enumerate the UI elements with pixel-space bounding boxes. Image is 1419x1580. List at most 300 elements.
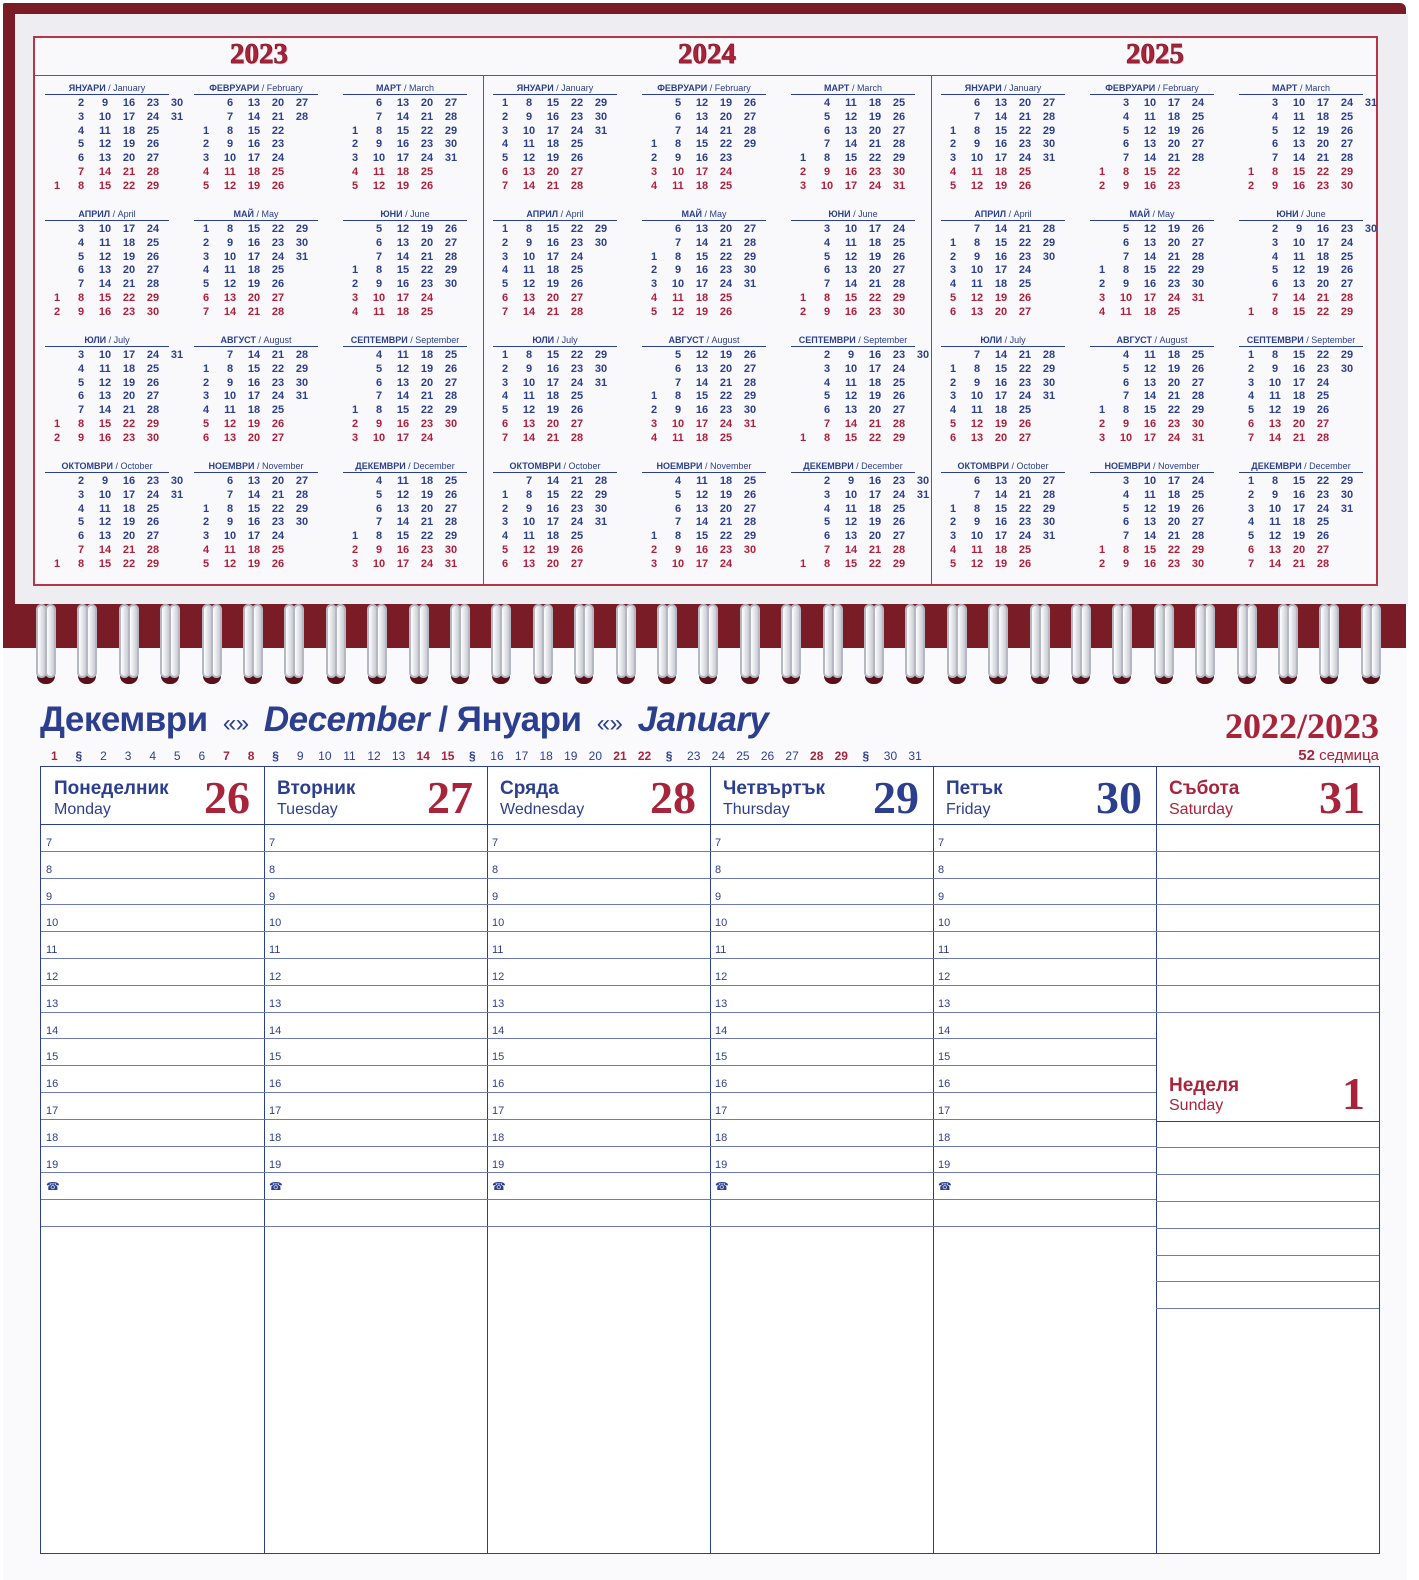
month-day: 26 bbox=[271, 557, 285, 570]
month-day: 7 bbox=[674, 124, 682, 137]
month-day: 28 bbox=[594, 475, 608, 487]
month-day: 29 bbox=[1340, 305, 1354, 318]
month-day: 13 bbox=[1143, 376, 1157, 389]
month-day: 3 bbox=[823, 223, 831, 235]
month-day: 6 bbox=[501, 291, 509, 304]
month-day: 20 bbox=[247, 291, 261, 304]
month-day bbox=[1359, 475, 1383, 489]
month-day: 30 bbox=[444, 278, 458, 291]
year-heading: 2025 bbox=[1126, 38, 1184, 70]
month-day bbox=[45, 152, 69, 166]
month-day bbox=[45, 489, 69, 503]
day-strip-item: § bbox=[75, 749, 83, 763]
month-day bbox=[941, 489, 965, 503]
month-day: 20 bbox=[1167, 236, 1181, 249]
day-name: Вторник bbox=[277, 778, 356, 799]
month-day: 25 bbox=[892, 97, 906, 109]
month-day: 13 bbox=[223, 431, 237, 444]
month-day bbox=[1061, 180, 1085, 194]
month-day: 3 bbox=[351, 431, 359, 444]
month-day: 5 bbox=[949, 179, 957, 192]
month-day: 13 bbox=[1143, 138, 1157, 151]
month-day: 22 bbox=[1316, 349, 1330, 361]
month-day: 6 bbox=[77, 264, 85, 277]
hour-line bbox=[264, 1092, 487, 1093]
month-day bbox=[1359, 237, 1383, 251]
month-day bbox=[314, 306, 338, 320]
month-day: 23 bbox=[1018, 376, 1032, 389]
month-day: 22 bbox=[1018, 362, 1032, 375]
hour-line bbox=[933, 904, 1156, 905]
month-day bbox=[791, 125, 815, 139]
month-day: 13 bbox=[396, 236, 410, 249]
month-day: 27 bbox=[570, 165, 584, 178]
month-day bbox=[762, 418, 786, 432]
month-day: 27 bbox=[570, 417, 584, 430]
month-day bbox=[762, 432, 786, 446]
note-line bbox=[1156, 1255, 1379, 1256]
month-day: 9 bbox=[674, 543, 682, 556]
month-day: 27 bbox=[1191, 376, 1205, 389]
month-days bbox=[642, 97, 766, 194]
month-day: 5 bbox=[1271, 124, 1279, 137]
hour-label: 14 bbox=[492, 1024, 505, 1037]
hour-label: 7 bbox=[492, 837, 499, 849]
month-day: 10 bbox=[1143, 475, 1157, 487]
wire-loop bbox=[335, 604, 346, 678]
hour-label: 12 bbox=[269, 971, 282, 983]
month-day: 20 bbox=[546, 165, 560, 178]
day-strip-item: 22 bbox=[637, 749, 652, 763]
month-block bbox=[45, 208, 169, 320]
month-day: 20 bbox=[1018, 97, 1032, 109]
month-day: 14 bbox=[98, 278, 112, 291]
month-day: 25 bbox=[1018, 165, 1032, 178]
month-day bbox=[1186, 180, 1210, 194]
month-day: 2 bbox=[501, 502, 509, 515]
hour-line bbox=[487, 1038, 710, 1039]
month-day bbox=[343, 516, 367, 530]
month-day bbox=[439, 180, 463, 194]
month-day bbox=[613, 390, 637, 404]
month-day: 11 bbox=[971, 165, 983, 178]
month-day: 25 bbox=[570, 138, 584, 151]
month-block bbox=[1090, 334, 1214, 446]
note-line bbox=[710, 1199, 933, 1200]
month-day: 29 bbox=[743, 250, 757, 263]
month-day: 3 bbox=[949, 152, 957, 165]
month-days bbox=[1090, 475, 1214, 572]
month-day: 21 bbox=[1167, 250, 1181, 263]
month-day: 15 bbox=[994, 124, 1008, 137]
month-day: 17 bbox=[122, 110, 136, 123]
month-day bbox=[791, 138, 815, 152]
month-day: 5 bbox=[501, 404, 509, 417]
month-day: 6 bbox=[1122, 138, 1130, 151]
month-day: 4 bbox=[501, 138, 509, 151]
month-day bbox=[314, 152, 338, 166]
month-day: 2 bbox=[1247, 488, 1255, 501]
month-day: 16 bbox=[1316, 223, 1330, 235]
month-day: 10 bbox=[1292, 97, 1306, 109]
month-day: 1 bbox=[202, 362, 210, 375]
month-name: ЯНУАРИ / January bbox=[45, 82, 169, 95]
hour-label: 9 bbox=[269, 890, 276, 903]
month-day: 1 bbox=[799, 291, 807, 304]
month-day: 24 bbox=[570, 124, 584, 137]
month-day: 5 bbox=[77, 138, 85, 151]
month-day: 29 bbox=[1191, 404, 1205, 417]
month-day bbox=[1090, 237, 1114, 251]
month-day: 16 bbox=[1143, 179, 1157, 192]
month-day: 7 bbox=[375, 250, 383, 263]
wire-loop bbox=[500, 604, 511, 678]
note-line bbox=[41, 1226, 264, 1227]
hour-line bbox=[487, 1092, 710, 1093]
month-day bbox=[165, 306, 189, 320]
month-day: 28 bbox=[295, 110, 309, 123]
month-day bbox=[613, 223, 637, 237]
month-day: 13 bbox=[396, 97, 410, 109]
month-day: 23 bbox=[146, 475, 160, 487]
month-day: 25 bbox=[146, 362, 160, 375]
month-day: 3 bbox=[1247, 502, 1255, 515]
month-day bbox=[642, 97, 666, 111]
month-day bbox=[642, 363, 666, 377]
day-strip-item: § bbox=[469, 749, 476, 763]
month-day bbox=[290, 418, 314, 432]
day-strip-item: 25 bbox=[736, 749, 750, 763]
month-day: 12 bbox=[223, 278, 237, 291]
month-day: 11 bbox=[1269, 390, 1281, 403]
month-day bbox=[1359, 404, 1383, 418]
month-day: 9 bbox=[226, 138, 234, 151]
month-day: 14 bbox=[1143, 390, 1157, 403]
month-day bbox=[314, 558, 338, 572]
day-name: Понеделник bbox=[54, 778, 169, 799]
month-day: 9 bbox=[1122, 278, 1130, 291]
month-day: 9 bbox=[847, 349, 855, 361]
month-day bbox=[1037, 278, 1061, 292]
month-days bbox=[194, 223, 318, 320]
month-day: 15 bbox=[546, 97, 560, 109]
month-day: 23 bbox=[570, 236, 584, 249]
month-day bbox=[194, 489, 218, 503]
month-day: 20 bbox=[1167, 376, 1181, 389]
month-day: 14 bbox=[98, 165, 112, 178]
month-day: 23 bbox=[1167, 278, 1181, 291]
month-day bbox=[1061, 278, 1085, 292]
month-day: 2 bbox=[650, 543, 658, 556]
note-line bbox=[1156, 878, 1379, 879]
month-block bbox=[1090, 208, 1214, 320]
month-day: 11 bbox=[1293, 250, 1305, 263]
hour-label: 8 bbox=[938, 863, 945, 876]
month-day: 3 bbox=[650, 417, 658, 430]
month-day: 12 bbox=[98, 376, 112, 389]
month-day: 18 bbox=[1167, 488, 1181, 501]
hour-label: 12 bbox=[46, 971, 59, 983]
month-day: 1 bbox=[501, 223, 509, 235]
month-day: 20 bbox=[122, 264, 136, 277]
month-day: 17 bbox=[868, 488, 882, 501]
month-day: 15 bbox=[247, 124, 261, 137]
month-day: 18 bbox=[1143, 305, 1157, 318]
month-day bbox=[165, 544, 189, 558]
month-day: 18 bbox=[868, 97, 882, 109]
month-day: 5 bbox=[823, 390, 831, 403]
month-day: 8 bbox=[375, 264, 383, 277]
day-column[interactable] bbox=[41, 767, 265, 1553]
month-day: 22 bbox=[570, 349, 584, 361]
month-day: 24 bbox=[719, 165, 733, 178]
month-day: 3 bbox=[351, 152, 359, 165]
month-day: 22 bbox=[122, 417, 136, 430]
month-days bbox=[343, 223, 467, 320]
note-line bbox=[1156, 1308, 1379, 1309]
month-day: 18 bbox=[695, 431, 709, 444]
note-line bbox=[1156, 985, 1379, 986]
month-day: 28 bbox=[892, 417, 906, 430]
month-day bbox=[1359, 377, 1383, 391]
spiral-ring bbox=[1319, 604, 1338, 680]
day-strip-item: 20 bbox=[588, 749, 603, 763]
month-day bbox=[1090, 516, 1114, 530]
month-day bbox=[791, 377, 815, 391]
day-column[interactable] bbox=[933, 767, 1157, 1553]
hour-line bbox=[933, 1146, 1156, 1147]
month-day: 21 bbox=[570, 475, 584, 487]
month-day bbox=[791, 223, 815, 237]
spiral-ring bbox=[367, 604, 386, 680]
month-day: 27 bbox=[295, 97, 309, 109]
month-name: ЮЛИ / July bbox=[941, 334, 1065, 347]
month-day bbox=[613, 558, 637, 572]
month-day: 16 bbox=[396, 543, 410, 556]
month-day: 13 bbox=[695, 110, 709, 123]
day-name-en: Saturday bbox=[1169, 801, 1234, 818]
month-day: 4 bbox=[1247, 390, 1255, 403]
hour-line bbox=[933, 985, 1156, 986]
month-day: 9 bbox=[1271, 362, 1279, 375]
hour-label: 14 bbox=[269, 1024, 282, 1037]
day-column[interactable] bbox=[710, 767, 934, 1553]
hour-line bbox=[933, 1092, 1156, 1093]
month-block bbox=[941, 82, 1065, 194]
month-day: 1 bbox=[501, 97, 509, 109]
month-day: 20 bbox=[868, 124, 882, 137]
month-day: 21 bbox=[1018, 223, 1032, 235]
month-day: 11 bbox=[971, 543, 983, 556]
month-day: 1 bbox=[53, 179, 61, 192]
month-day: 24 bbox=[1191, 97, 1205, 109]
month-day bbox=[343, 237, 367, 251]
month-day bbox=[165, 180, 189, 194]
month-day: 8 bbox=[1271, 165, 1279, 178]
hour-line bbox=[41, 1119, 264, 1120]
month-day: 18 bbox=[1167, 110, 1181, 123]
hour-label: 9 bbox=[46, 890, 53, 903]
spiral-ring bbox=[533, 604, 552, 680]
month-day bbox=[589, 180, 613, 194]
month-day: 6 bbox=[823, 264, 831, 277]
month-block bbox=[642, 334, 766, 446]
month-day: 25 bbox=[892, 376, 906, 389]
month-day: 29 bbox=[743, 390, 757, 403]
month-day: 2 bbox=[949, 516, 957, 529]
month-day: 31 bbox=[892, 179, 906, 192]
month-day: 17 bbox=[546, 250, 560, 263]
month-day bbox=[762, 152, 786, 166]
month-day: 27 bbox=[892, 530, 906, 543]
month-day: 20 bbox=[420, 236, 434, 249]
month-day: 31 bbox=[1191, 291, 1205, 304]
month-day: 8 bbox=[77, 179, 85, 192]
day-strip-item: 11 bbox=[343, 749, 356, 763]
month-day: 11 bbox=[397, 475, 409, 487]
month-day bbox=[1061, 558, 1085, 572]
month-day: 28 bbox=[146, 278, 160, 291]
day-column[interactable] bbox=[487, 767, 711, 1553]
month-day: 15 bbox=[1292, 165, 1306, 178]
day-name-en: Thursday bbox=[723, 801, 790, 818]
note-line bbox=[933, 1199, 1156, 1200]
month-day bbox=[290, 558, 314, 572]
month-day: 5 bbox=[674, 97, 682, 109]
month-day bbox=[589, 306, 613, 320]
month-day bbox=[314, 264, 338, 278]
month-day: 6 bbox=[202, 291, 210, 304]
month-day: 1 bbox=[351, 404, 359, 417]
month-day: 8 bbox=[973, 502, 981, 515]
note-line bbox=[1156, 1012, 1379, 1013]
month-day: 9 bbox=[1295, 223, 1303, 235]
month-day: 2 bbox=[1098, 278, 1106, 291]
month-block bbox=[493, 208, 617, 320]
month-days bbox=[493, 97, 617, 194]
day-column[interactable] bbox=[264, 767, 488, 1553]
month-day bbox=[613, 503, 637, 517]
month-day bbox=[343, 111, 367, 125]
month-day: 28 bbox=[1316, 557, 1330, 570]
month-day bbox=[343, 363, 367, 377]
month-day: 18 bbox=[247, 543, 261, 556]
month-day: 7 bbox=[1271, 291, 1279, 304]
month-day: 28 bbox=[146, 404, 160, 417]
month-day: 26 bbox=[271, 179, 285, 192]
month-day: 16 bbox=[695, 152, 709, 165]
month-day bbox=[613, 377, 637, 391]
month-day bbox=[762, 237, 786, 251]
month-day: 23 bbox=[122, 431, 136, 444]
month-day: 7 bbox=[501, 179, 509, 192]
month-day: 6 bbox=[375, 236, 383, 249]
month-day bbox=[791, 530, 815, 544]
month-day: 30 bbox=[1340, 179, 1354, 192]
month-day: 4 bbox=[351, 305, 359, 318]
month-day bbox=[194, 475, 218, 489]
month-day: 22 bbox=[1018, 124, 1032, 137]
day-header bbox=[264, 767, 487, 825]
month-day: 26 bbox=[1316, 530, 1330, 543]
month-day: 2 bbox=[1098, 417, 1106, 430]
month-day: 13 bbox=[1143, 236, 1157, 249]
month-day: 28 bbox=[146, 165, 160, 178]
month-day: 15 bbox=[1292, 475, 1306, 487]
month-day: 15 bbox=[546, 488, 560, 501]
month-day bbox=[1210, 138, 1234, 152]
month-day: 12 bbox=[671, 305, 685, 318]
spiral-ring bbox=[1278, 604, 1297, 680]
spiral-ring bbox=[1112, 604, 1131, 680]
month-day: 25 bbox=[1018, 543, 1032, 556]
month-block bbox=[194, 334, 318, 446]
month-day: 12 bbox=[695, 488, 709, 501]
month-day: 19 bbox=[1292, 404, 1306, 417]
month-day bbox=[1061, 404, 1085, 418]
month-day: 26 bbox=[444, 223, 458, 235]
month-day: 16 bbox=[695, 264, 709, 277]
day-strip-item: 10 bbox=[318, 749, 332, 763]
hour-line bbox=[710, 904, 933, 905]
month-day: 22 bbox=[1167, 404, 1181, 417]
month-day: 31 bbox=[1364, 97, 1378, 109]
month-day: 27 bbox=[1018, 431, 1032, 444]
month-day: 26 bbox=[743, 488, 757, 501]
month-day: 1 bbox=[202, 124, 210, 137]
hour-label: 8 bbox=[269, 863, 276, 876]
month-day: 29 bbox=[146, 291, 160, 304]
month-day: 12 bbox=[98, 516, 112, 529]
month-day bbox=[613, 544, 637, 558]
day-strip-item: 1 bbox=[50, 749, 58, 763]
month-day: 6 bbox=[375, 97, 383, 109]
month-day bbox=[613, 363, 637, 377]
month-day bbox=[762, 390, 786, 404]
month-days bbox=[1090, 97, 1214, 194]
month-day: 18 bbox=[546, 264, 560, 277]
month-day: 25 bbox=[719, 431, 733, 444]
month-day: 1 bbox=[650, 530, 658, 543]
day-column[interactable] bbox=[1156, 767, 1379, 1553]
month-day: 9 bbox=[1271, 488, 1279, 501]
month-day: 4 bbox=[202, 165, 210, 178]
month-name: МАЙ / May bbox=[194, 208, 318, 221]
month-day: 18 bbox=[1316, 110, 1330, 123]
month-day: 2 bbox=[799, 165, 807, 178]
month-day: 17 bbox=[247, 390, 261, 403]
month-day: 16 bbox=[122, 475, 136, 487]
month-day: 9 bbox=[226, 516, 234, 529]
month-day bbox=[642, 111, 666, 125]
spiral-ring bbox=[1361, 604, 1380, 680]
month-day: 10 bbox=[970, 530, 984, 543]
month-days bbox=[493, 223, 617, 320]
month-day bbox=[762, 530, 786, 544]
month-day: 5 bbox=[1122, 223, 1130, 235]
month-name: ЮЛИ / July bbox=[45, 334, 169, 347]
month-day: 2 bbox=[77, 97, 85, 109]
hour-label: 10 bbox=[938, 917, 951, 930]
month-day: 3 bbox=[351, 291, 359, 304]
month-day: 13 bbox=[970, 305, 984, 318]
month-day: 8 bbox=[1122, 165, 1130, 178]
month-day bbox=[1210, 432, 1234, 446]
month-day bbox=[613, 475, 637, 489]
month-day: 10 bbox=[1143, 97, 1157, 109]
month-days bbox=[941, 223, 1065, 320]
wire-loop bbox=[86, 604, 97, 678]
